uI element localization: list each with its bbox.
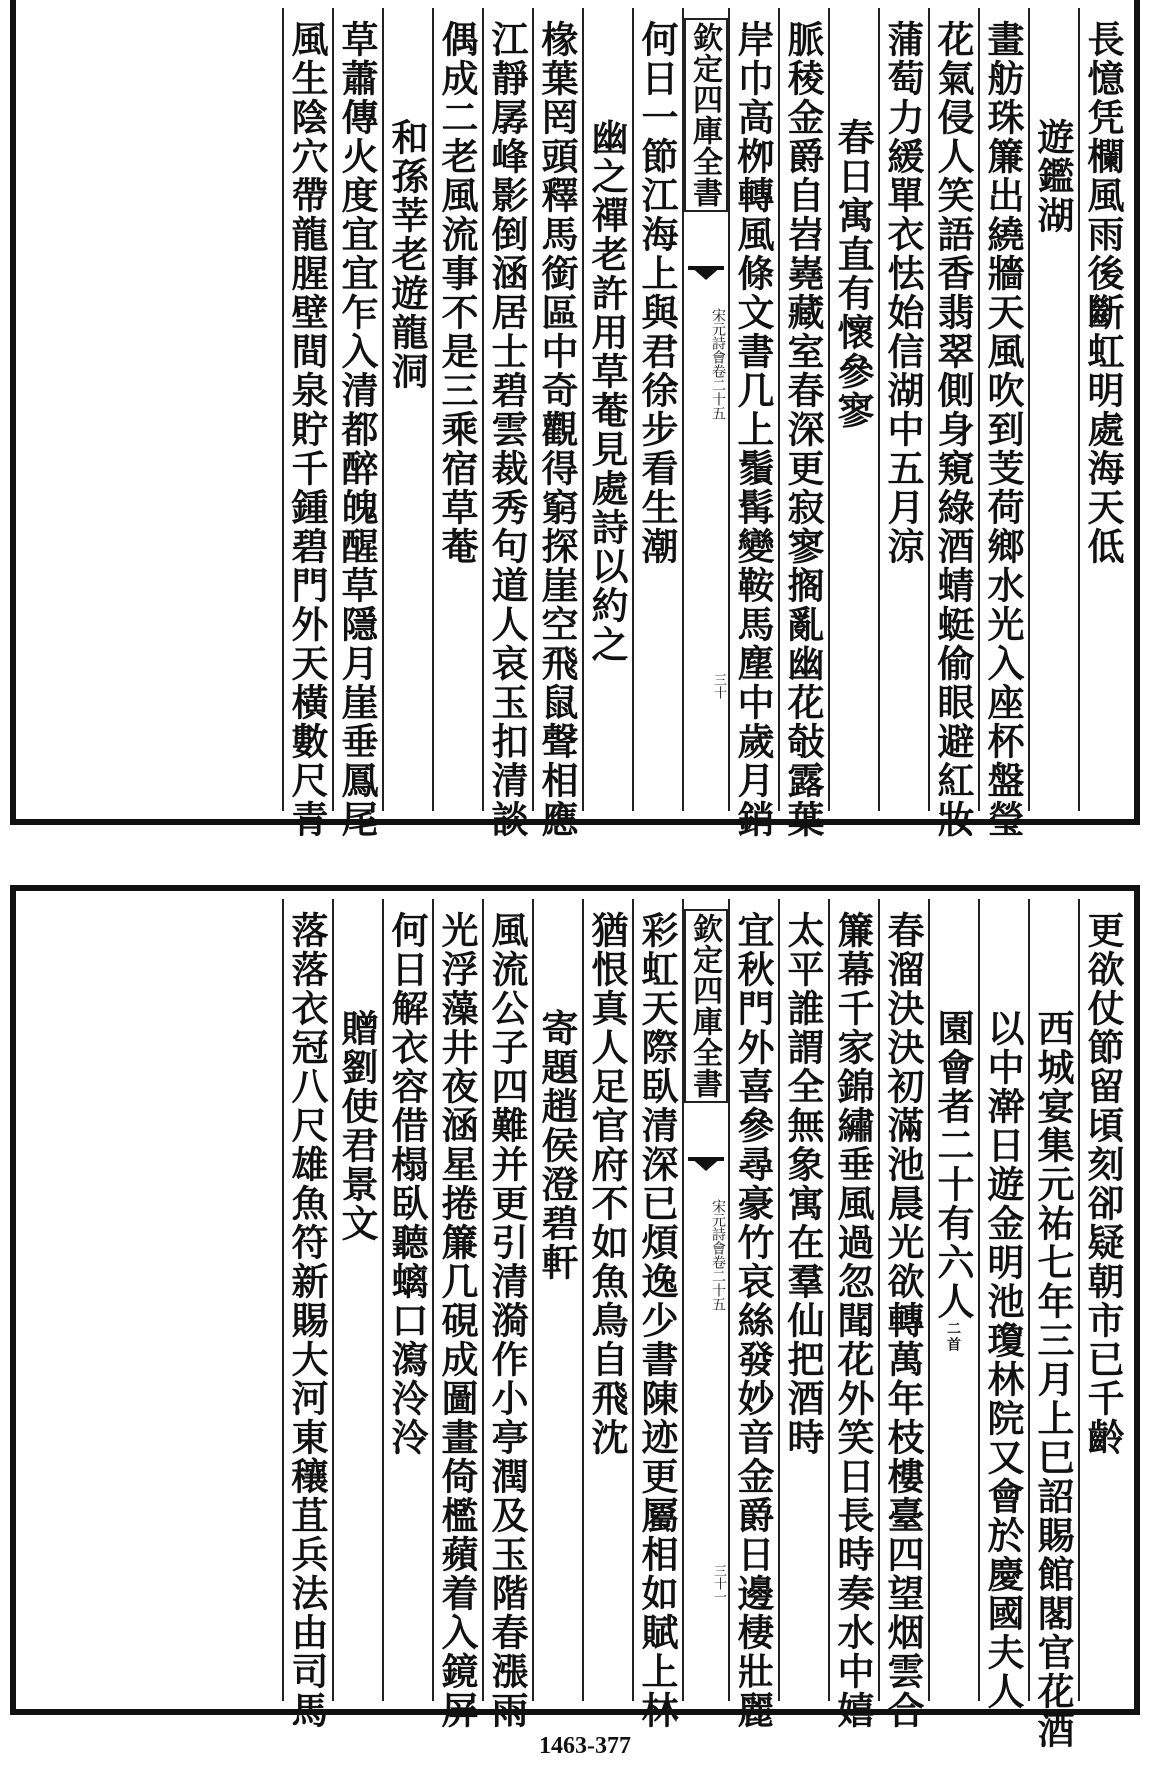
- poem-line: [730, 20, 778, 839]
- poem-line: [930, 20, 978, 839]
- poem-title: [980, 1009, 1028, 1711]
- column-text: 蒲萄力緩單衣怯始信湖中五月涼: [881, 20, 925, 566]
- text-column: [632, 899, 682, 1730]
- column-text: 春溜決決初滿池晨光欲轉萬年枝樓臺四望烟雲合: [881, 911, 925, 1730]
- text-column: [332, 8, 382, 839]
- column-text: 更欲仗節留頃刻卻疑朝市已千齡: [1081, 911, 1125, 1457]
- column-text: 寄題趙侯澄碧軒: [535, 1009, 579, 1282]
- center-gutter: [682, 899, 728, 1701]
- column-text: 和孫莘老遊龍洞: [385, 118, 429, 391]
- poem-line: [730, 911, 778, 1730]
- poem-line: [334, 20, 382, 839]
- column-text: 草蕭傳火度宜宜乍入清都醉魄醒草隱月崖垂鳳尾: [335, 20, 379, 839]
- poem-line: [384, 911, 432, 1457]
- book-title: 欽定四庫全書: [684, 18, 728, 212]
- column-text: 長憶凭欄風雨後斷虹明處海天低: [1081, 20, 1125, 566]
- fish-tail-mark-icon: [688, 1157, 724, 1189]
- text-column: [728, 899, 778, 1730]
- column-text: 風生陰穴帶龍腥壁間泉貯千鍾碧門外天橫數尺青: [285, 20, 329, 839]
- poem-title: [384, 118, 432, 391]
- poem-line: [534, 20, 582, 839]
- text-column: [1028, 8, 1078, 811]
- top-columns: [22, 8, 1128, 839]
- column-text: 江靜孱峰影倒涵居士碧雲裁秀句道人哀玉扣清談: [485, 20, 529, 839]
- text-column: [1078, 8, 1128, 811]
- column-text: 春日寓直有懷參寥: [831, 118, 875, 430]
- poem-title: [334, 1009, 382, 1243]
- column-text: 岸巾高栁轉風條文書几上鬚髯變鞍馬塵中歲月銷: [731, 20, 775, 839]
- leaf-number: 三十: [711, 673, 726, 699]
- column-text: 園會者二十有六人: [931, 1009, 975, 1321]
- poem-line: [980, 20, 1028, 839]
- column-text: 彩虹天際臥清深已煩逸少書陳迹更屬相如賦上林: [635, 911, 679, 1730]
- poem-line: [634, 20, 682, 566]
- poem-title: [1030, 118, 1078, 235]
- poem-line: [830, 911, 878, 1730]
- text-column: [728, 8, 778, 839]
- poem-line: [434, 911, 482, 1730]
- column-text: 落落衣冠八尺雄魚符新賜大河東穰苴兵法由司馬: [285, 911, 329, 1730]
- text-column: [382, 8, 432, 811]
- text-column: [332, 899, 382, 1701]
- column-text: 椽葉罔頭釋馬銜區中奇觀得窮探崖空飛鼠聲相應: [535, 20, 579, 839]
- column-text: 何日解衣容借榻臥聽螭口瀉泠泠: [385, 911, 429, 1457]
- text-column: [778, 8, 828, 839]
- text-column: [828, 899, 878, 1730]
- column-text: 脈稜金爵自岧嶤藏室春深更寂寥搁亂幽花敧露葉: [781, 20, 825, 839]
- book-title: 欽定四庫全書: [684, 909, 728, 1103]
- column-text: 西城宴集元祐七年三月上巳詔賜館閣官花酒: [1031, 1009, 1075, 1750]
- poem-line: [434, 20, 482, 566]
- poem-line: [284, 20, 332, 839]
- text-column: [282, 8, 332, 839]
- column-text: 以中澣日遊金明池瓊林院又會於慶國夫人: [981, 1009, 1025, 1711]
- column-text: 偶成二老風流事不是三乘宿草菴: [435, 20, 479, 566]
- text-column: [978, 899, 1028, 1711]
- text-column: [978, 8, 1028, 839]
- poem-line: [584, 911, 632, 1457]
- poem-title: [584, 118, 632, 664]
- poem-title: [830, 118, 878, 430]
- volume-number: 卷二十五: [710, 364, 726, 420]
- center-gutter: [682, 8, 728, 811]
- fish-tail-mark-icon: [688, 266, 724, 298]
- text-column: [282, 899, 332, 1730]
- text-column: [382, 899, 432, 1701]
- column-text: 何日一節江海上與君徐步看生潮: [635, 20, 679, 566]
- column-text: 風流公子四難并更引清漪作小亭潤及玉階春漲雨: [485, 911, 529, 1730]
- column-text: 贈劉使君景文: [335, 1009, 379, 1243]
- text-column: [928, 899, 978, 1701]
- poem-line: [484, 20, 532, 839]
- text-column: [878, 899, 928, 1730]
- text-column: [1078, 899, 1128, 1701]
- column-text: 猶恨真人足官府不如魚鳥自飛沈: [585, 911, 629, 1457]
- poem-title: [930, 1009, 978, 1353]
- poem-title: [534, 1009, 582, 1282]
- text-column: [828, 8, 878, 811]
- column-text: 簾幕千家錦繡垂風過忽聞花外笑日長時奏水中嬉: [831, 911, 875, 1730]
- poem-title: [1030, 1009, 1078, 1750]
- annotation-note: 二首: [945, 1321, 961, 1353]
- poem-line: [880, 20, 928, 566]
- column-text: 遊鑑湖: [1031, 118, 1075, 235]
- poem-line: [634, 911, 682, 1730]
- text-column: [632, 8, 682, 811]
- collection-name: 宋元詩會: [710, 1199, 726, 1255]
- text-column: [582, 8, 632, 811]
- column-text: 光浮藻井夜涵星捲簾几硯成圖畫倚檻蘋着入鏡屏: [435, 911, 479, 1730]
- text-column: [532, 8, 582, 839]
- leaf-number: 三十一: [711, 1564, 726, 1603]
- poem-line: [1080, 911, 1128, 1457]
- text-column: [928, 8, 978, 839]
- top-page: [10, 0, 1140, 839]
- poem-line: [780, 911, 828, 1457]
- column-text: 畫舫珠簾出繞牆天風吹到芰荷鄉水光入座杯盤瑩: [981, 20, 1025, 839]
- text-column: [1028, 899, 1078, 1750]
- text-column: [432, 8, 482, 811]
- poem-line: [880, 911, 928, 1730]
- poem-line: [780, 20, 828, 839]
- text-column: [482, 8, 532, 839]
- collection-name: 宋元詩會: [710, 308, 726, 364]
- text-column: [778, 899, 828, 1701]
- poem-line: [284, 911, 332, 1730]
- text-column: [482, 899, 532, 1730]
- column-text: 幽之禪老許用草菴見處詩以約之: [585, 118, 629, 664]
- poem-line: [1080, 20, 1128, 566]
- chapter-label: [686, 308, 726, 420]
- text-column: [532, 899, 582, 1701]
- poem-line: [484, 911, 532, 1730]
- column-text: 太平誰謂全無象寓在羣仙把酒時: [781, 911, 825, 1457]
- text-column: [432, 899, 482, 1730]
- column-text: 花氣侵人笑語香翡翠側身窺綠酒蜻蜓偷眼避紅妝: [931, 20, 975, 839]
- column-text: 宜秋門外喜參尋豪竹哀絲發妙音金爵日邊棲壯麗: [731, 911, 775, 1730]
- chapter-label: [686, 1199, 726, 1311]
- text-column: [582, 899, 632, 1701]
- volume-number: 卷二十五: [710, 1255, 726, 1311]
- text-column: [878, 8, 928, 811]
- folio-number: 1463-377: [539, 1733, 631, 1759]
